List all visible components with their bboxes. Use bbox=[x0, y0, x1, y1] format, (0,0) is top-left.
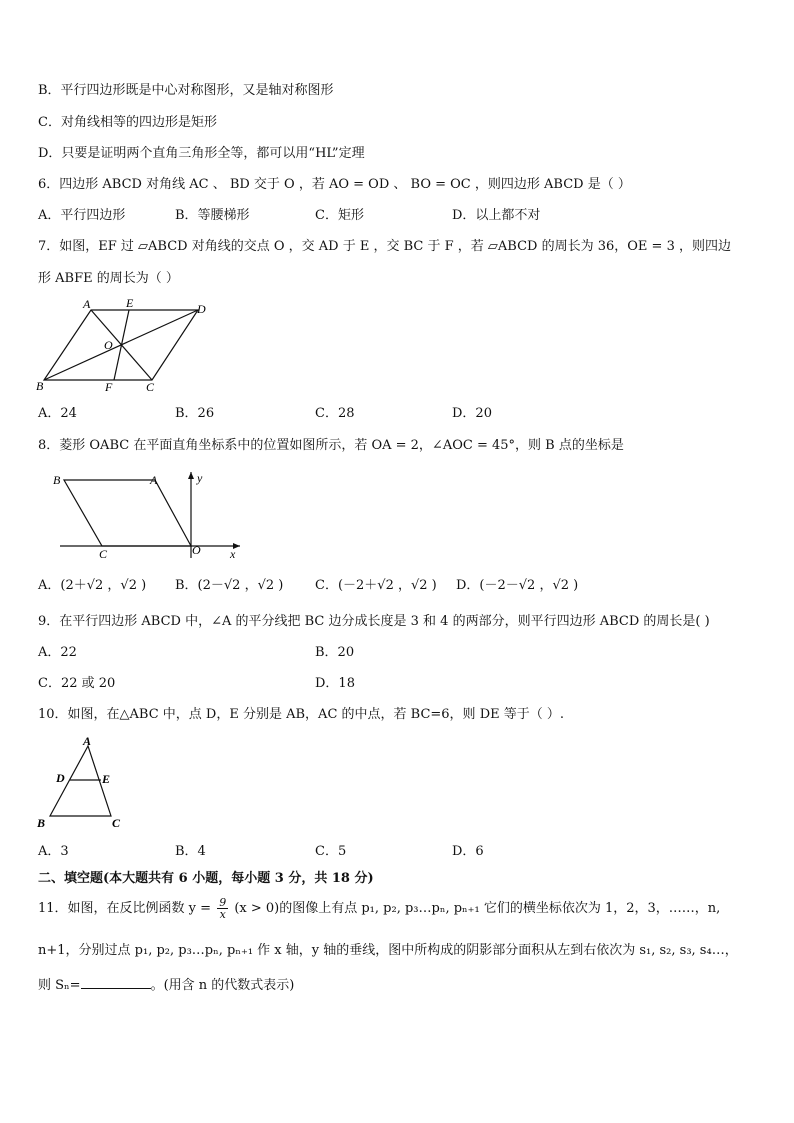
q10-option-d: D．6 bbox=[452, 844, 484, 859]
section-fill-in-header: 二、填空题(本大题共有 6 小题，每小题 3 分，共 18 分) bbox=[38, 871, 374, 886]
q6-option-d: D．以上都不对 bbox=[452, 208, 541, 223]
figure-rhombus-coordinate bbox=[50, 466, 250, 562]
option-b-line: B．平行四边形既是中心对称图形，又是轴对称图形 bbox=[38, 83, 334, 98]
q11-answer-suffix: 。(用含 n 的代数式表示) bbox=[150, 978, 295, 993]
q7-option-d: D．20 bbox=[452, 406, 492, 421]
question-10: 10．如图，在△ABC 中，点 D，E 分别是 AB，AC 的中点，若 BC=6，则 DE 等于（ ）. bbox=[38, 707, 564, 722]
fig7-label-b: B bbox=[36, 379, 44, 393]
q9-option-a: A．22 bbox=[38, 645, 77, 660]
fig8-label-c: C bbox=[99, 547, 108, 561]
fig8-label-y: y bbox=[197, 471, 203, 485]
question-11-line3 bbox=[38, 976, 294, 995]
fig8-label-b: B bbox=[53, 473, 61, 487]
q11-fraction-numerator: 9 bbox=[219, 896, 227, 909]
q11-fraction bbox=[217, 897, 228, 920]
question-11-line2: n+1，分别过点 p₁, p₂, p₃…pₙ, pₙ₊₁ 作 x 轴，y 轴的垂线，图中所构成的阴影部分面积从左到右依次为 s₁, s₂, s₃, s₄…， bbox=[38, 943, 738, 958]
q8-option-c: C．(－2＋√2 ，√2 ) bbox=[315, 578, 437, 593]
q9-option-d: D．18 bbox=[315, 676, 355, 691]
fig7-label-c: C bbox=[146, 380, 155, 394]
question-9: 9．在平行四边形 ABCD 中，∠A 的平分线把 BC 边分成长度是 3 和 4 的两部分，则平行四边形 ABCD 的周长是( ) bbox=[38, 614, 710, 629]
fig7-label-o: O bbox=[104, 338, 113, 352]
q7-option-c: C．28 bbox=[315, 406, 355, 421]
fig10-label-c: C bbox=[112, 816, 121, 830]
fig8-label-a: A bbox=[150, 473, 158, 487]
q8-option-b: B．(2－√2 ，√2 ) bbox=[175, 578, 284, 593]
question-7-line2: 形 ABFE 的周长为（ ） bbox=[38, 271, 179, 286]
q8-option-a: A．(2＋√2 ，√2 ) bbox=[38, 578, 147, 593]
fig10-label-e: E bbox=[102, 772, 111, 786]
q8-option-d: D．(－2－√2 ，√2 ) bbox=[456, 578, 579, 593]
fig8-label-o: O bbox=[192, 543, 201, 557]
q9-option-b: B．20 bbox=[315, 645, 355, 660]
q11-suffix: (x > 0)的图像上有点 p₁, p₂, p₃…pₙ, pₙ₊₁ 它们的横坐标依次为 1，2，3，……，n, bbox=[234, 901, 721, 916]
q11-answer-blank[interactable] bbox=[81, 976, 151, 989]
q11-fraction-denominator: x bbox=[219, 908, 226, 921]
figure-parallelogram-abcd bbox=[34, 296, 214, 396]
question-8: 8．菱形 OABC 在平面直角坐标系中的位置如图所示，若 OA = 2，∠AOC = 45°，则 B 点的坐标是 bbox=[38, 438, 624, 453]
q7-option-a: A．24 bbox=[38, 406, 77, 421]
fig7-label-a: A bbox=[83, 297, 91, 311]
q11-prefix: 11．如图，在反比例函数 y = bbox=[38, 901, 212, 916]
fig7-label-f: F bbox=[105, 380, 113, 394]
option-c-line: C．对角线相等的四边形是矩形 bbox=[38, 115, 217, 130]
q6-option-b: B．等腰梯形 bbox=[175, 208, 250, 223]
fig10-label-a: A bbox=[83, 734, 92, 748]
question-11-line1 bbox=[38, 897, 720, 920]
question-7-line1: 7．如图，EF 过 ▱ABCD 对角线的交点 O ，交 AD 于 E ，交 BC 于 F ，若 ▱ABCD 的周长为 36，OE = 3 ，则四边 bbox=[38, 239, 731, 254]
q6-option-c: C．矩形 bbox=[315, 208, 364, 223]
q7-option-b: B．26 bbox=[175, 406, 215, 421]
fig7-label-d: D bbox=[197, 302, 206, 316]
fig10-label-d: D bbox=[56, 771, 65, 785]
figure-triangle-abc bbox=[34, 734, 134, 830]
q11-answer-prefix: 则 Sₙ= bbox=[38, 978, 81, 993]
q9-option-c: C．22 或 20 bbox=[38, 676, 116, 691]
q10-option-c: C．5 bbox=[315, 844, 347, 859]
fig8-label-x: x bbox=[230, 547, 236, 561]
fig7-label-e: E bbox=[126, 296, 134, 310]
q10-option-a: A．3 bbox=[38, 844, 69, 859]
question-6: 6．四边形 ABCD 对角线 AC 、 BD 交于 O ，若 AO = OD 、 BO = OC ，则四边形 ABCD 是（ ） bbox=[38, 177, 631, 192]
q10-option-b: B．4 bbox=[175, 844, 206, 859]
option-d-line: D．只要是证明两个直角三角形全等，都可以用“HL”定理 bbox=[38, 146, 365, 161]
fig10-label-b: B bbox=[37, 816, 46, 830]
q6-option-a: A．平行四边形 bbox=[38, 208, 126, 223]
